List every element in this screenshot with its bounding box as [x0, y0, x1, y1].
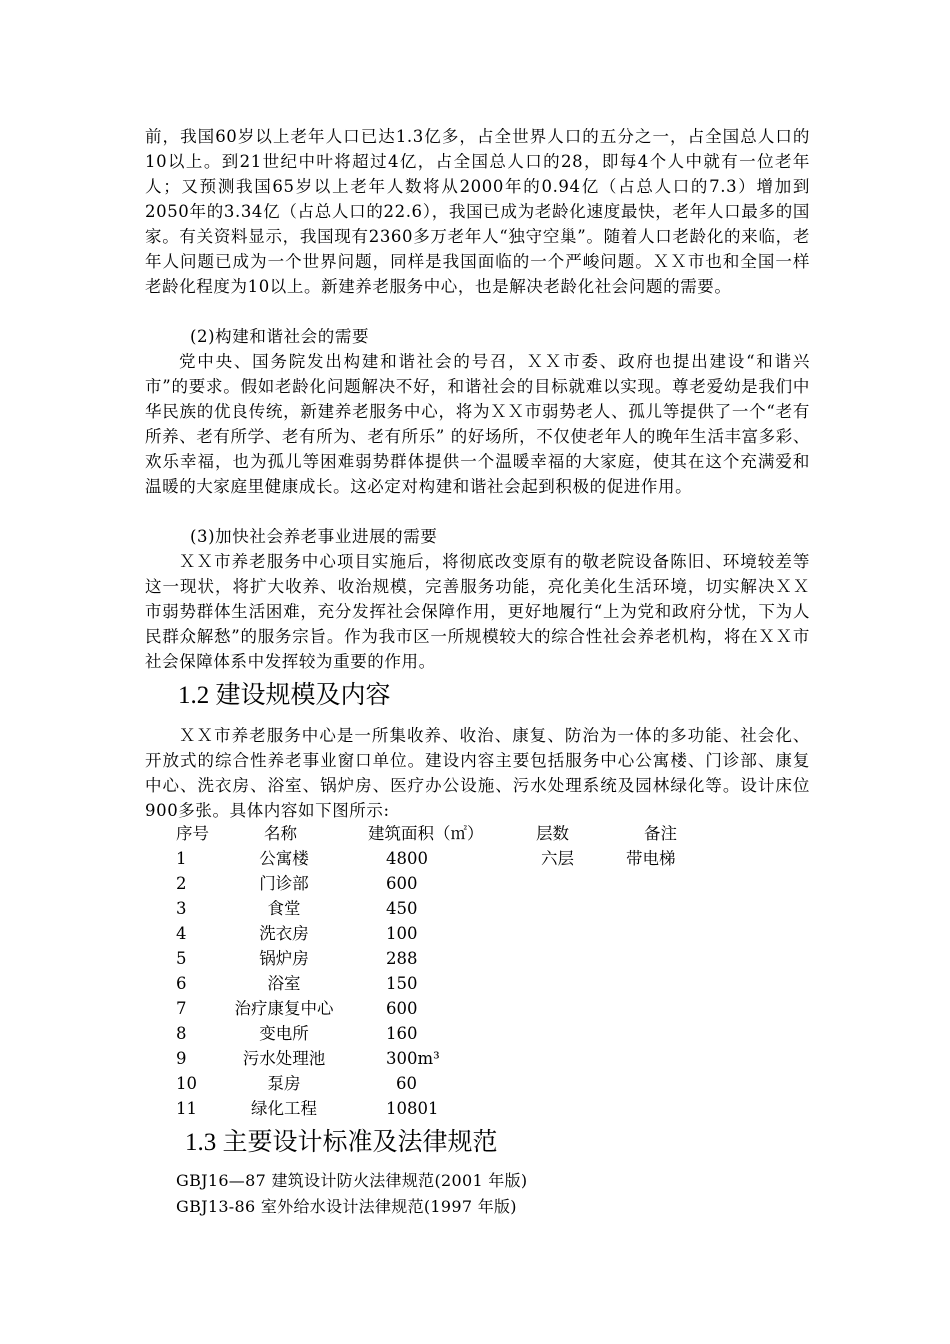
row-name: 污水处理池 — [242, 1049, 326, 1068]
row-number: 5 — [176, 949, 187, 968]
row-number: 11 — [176, 1099, 197, 1118]
row-area: 150 — [386, 974, 418, 993]
row-name: 洗衣房 — [259, 924, 309, 943]
row-number: 8 — [176, 1024, 187, 1043]
row-area: 60 — [396, 1074, 417, 1093]
row-number: 3 — [176, 899, 187, 918]
row-area: 10801 — [386, 1099, 439, 1118]
row-area: 288 — [386, 949, 418, 968]
row-number: 2 — [176, 874, 187, 893]
row-number: 7 — [176, 999, 187, 1018]
row-area: 160 — [386, 1024, 418, 1043]
row-area: 600 — [386, 874, 418, 893]
social-pension-paragraph: ＸＸ市养老服务中心项目实施后，将彻底改变原有的敬老院设备陈旧、环境较差等这一现状，将扩大收养、收治规模，完善服务功能，亮化美化生活环境，切实解决ＸＸ市弱势群体生活困难，充分发挥社会保障作用，更好地履行“上为党和政府分忧，下为人民群众解愁”的服务宗旨。作为我市区一所规模较大的综合性社会养老机构，将在ＸＸ市社会保障体系中发挥较为重要的作用。 — [145, 552, 810, 671]
row-name: 变电所 — [259, 1024, 309, 1043]
row-number: 10 — [176, 1074, 197, 1093]
row-name: 治疗康复中心 — [234, 999, 334, 1018]
aging-population-paragraph: 前，我国60岁以上老年人口已达1.3亿多，占全世界人口的五分之一，占全国总人口的10以上。到21世纪中叶将超过4亿，占全国总人口的28，即每4个人中就有一位老年人；又预测我国65岁以上老年人数将从2000年的0.94亿（占总人口的7.3）增加到2050年的3.34亿（占总人口的22.6），我国已成为老龄化速度最快，老年人口最多的国家。有关资料显示，我国现有2360多万老年人“独守空巢”。随着人口老龄化的来临，老年人问题已成为一个世界问题，同样是我国面临的一个严峻问题。ＸＸ市也和全国一样老龄化程度为10以上。新建养老服务中心，也是解决老龄化社会问题的需要。 — [145, 127, 810, 296]
row-area: 4800 — [386, 849, 428, 868]
row-number: 1 — [176, 849, 187, 868]
harmonious-society-paragraph: 党中央、国务院发出构建和谐社会的号召，ＸＸ市委、政府也提出建设“和谐兴市”的要求。假如老龄化问题解决不好，和谐社会的目标就难以实现。尊老爱幼是我们中华民族的优良传统，新建养老服务中心，将为ＸＸ市弱势老人、孤儿等提供了一个“老有所养、老有所学、老有所为、老有所乐” 的好场所，不仅使老年人的晚年生活丰富多彩、欢乐幸福，也为孤儿等困难弱势群体提供一个温暖幸福的大家庭，使其在这个充满爱和温暖的大家庭里健康成长。这必定对构建和谐社会起到积极的促进作用。 — [145, 352, 810, 496]
section-heading-1-2: 1.2 建设规模及内容 — [178, 682, 391, 709]
header-floors: 层数 — [536, 824, 569, 843]
standard-item: GBJ13-86 室外给水设计法律规范(1997 年版) — [176, 1197, 517, 1216]
row-name: 泵房 — [267, 1074, 301, 1093]
header-name: 名称 — [264, 824, 297, 843]
row-number: 6 — [176, 974, 187, 993]
header-remarks: 备注 — [644, 824, 677, 843]
standard-item: GBJ16—87 建筑设计防火法律规范(2001 年版) — [176, 1171, 528, 1190]
row-name: 门诊部 — [259, 874, 309, 893]
construction-scope-paragraph: ＸＸ市养老服务中心是一所集收养、收治、康复、防治为一体的多功能、社会化、开放式的综合性养老事业窗口单位。建设内容主要包括服务中心公寓楼、门诊部、康复中心、洗衣房、浴室、锅炉房、医疗办公设施、污水处理系统及园林绿化等。设计床位900多张。具体内容如下图所示: — [145, 726, 810, 820]
section-heading-1-3: 1.3 主要设计标准及法律规范 — [185, 1129, 498, 1156]
row-number: 4 — [176, 924, 187, 943]
row-name: 绿化工程 — [251, 1099, 317, 1118]
row-floors: 六层 — [541, 849, 574, 868]
row-remarks: 带电梯 — [626, 849, 676, 868]
row-area: 450 — [386, 899, 418, 918]
row-name: 锅炉房 — [259, 949, 309, 968]
row-area: 300m³ — [386, 1049, 440, 1068]
row-name: 食堂 — [267, 899, 301, 918]
header-area: 建筑面积（㎡） — [368, 824, 484, 843]
row-name: 公寓楼 — [259, 849, 309, 868]
subheading-harmonious-society: (2)构建和谐社会的需要 — [190, 327, 370, 346]
header-number: 序号 — [176, 824, 209, 843]
row-area: 100 — [386, 924, 418, 943]
subheading-social-pension: (3)加快社会养老事业进展的需要 — [190, 527, 438, 546]
row-number: 9 — [176, 1049, 187, 1068]
row-name: 浴室 — [267, 974, 301, 993]
row-area: 600 — [386, 999, 418, 1018]
